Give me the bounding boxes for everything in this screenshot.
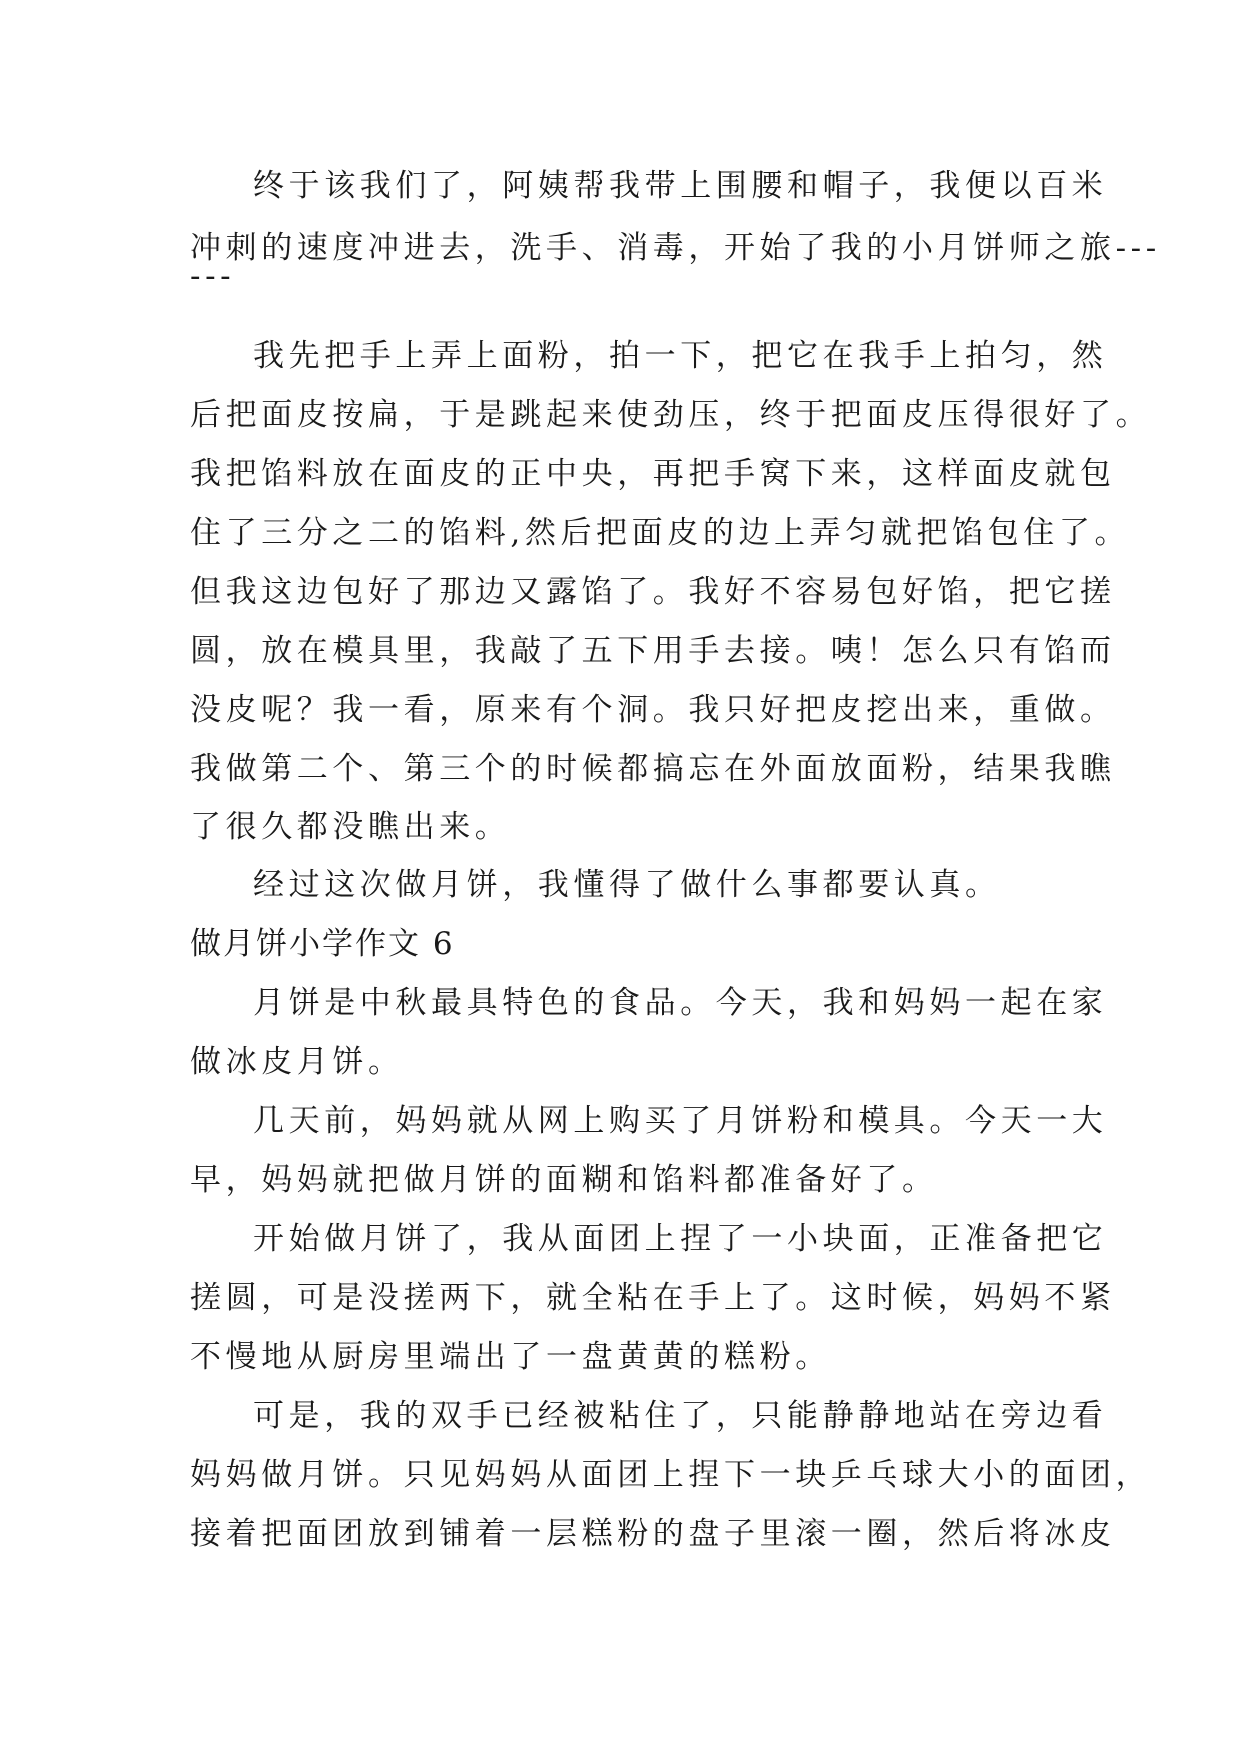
paragraph-line: 可是，我的双手已经被粘住了，只能静静地站在旁边看 bbox=[253, 1398, 1108, 1434]
paragraph-line: 开始做月饼了，我从面团上捏了一小块面，正准备把它 bbox=[253, 1221, 1108, 1257]
paragraph-line: 后把面皮按扁，于是跳起来使劲压，终于把面皮压得很好了。 bbox=[190, 397, 1152, 433]
paragraph-line: 早，妈妈就把做月饼的面糊和馅料都准备好了。 bbox=[190, 1162, 938, 1198]
paragraph-line: 终于该我们了，阿姨帮我带上围腰和帽子，我便以百米 bbox=[253, 168, 1108, 204]
paragraph-line: 接着把面团放到铺着一层糕粉的盘子里滚一圈，然后将冰皮 bbox=[190, 1516, 1116, 1552]
paragraph-line: 几天前，妈妈就从网上购买了月饼粉和模具。今天一大 bbox=[253, 1103, 1108, 1139]
section-heading: 做月饼小学作文 6 bbox=[190, 926, 455, 962]
paragraph-line: 了很久都没瞧出来。 bbox=[190, 809, 511, 845]
paragraph-line: 圆，放在模具里，我敲了五下用手去接。咦！怎么只有馅而 bbox=[190, 633, 1116, 669]
paragraph-line: 妈妈做月饼。只见妈妈从面团上捏下一块乒乓球大小的面团， bbox=[190, 1457, 1152, 1493]
paragraph-line: 做冰皮月饼。 bbox=[190, 1044, 404, 1080]
paragraph-line: 我先把手上弄上面粉，拍一下，把它在我手上拍匀，然 bbox=[253, 338, 1108, 374]
paragraph-line: 我做第二个、第三个的时候都搞忘在外面放面粉，结果我瞧 bbox=[190, 751, 1116, 787]
paragraph-line: --- bbox=[190, 258, 236, 294]
paragraph-line: 经过这次做月饼，我懂得了做什么事都要认真。 bbox=[253, 867, 1001, 903]
paragraph-line: 冲刺的速度冲进去，洗手、消毒，开始了我的小月饼师之旅--- bbox=[190, 230, 1161, 266]
paragraph-line: 搓圆，可是没搓两下，就全粘在手上了。这时候，妈妈不紧 bbox=[190, 1280, 1116, 1316]
paragraph-line: 月饼是中秋最具特色的食品。今天，我和妈妈一起在家 bbox=[253, 985, 1108, 1021]
paragraph-line: 没皮呢？我一看，原来有个洞。我只好把皮挖出来，重做。 bbox=[190, 692, 1116, 728]
paragraph-line: 我把馅料放在面皮的正中央，再把手窝下来，这样面皮就包 bbox=[190, 456, 1116, 492]
paragraph-line: 但我这边包好了那边又露馅了。我好不容易包好馅，把它搓 bbox=[190, 574, 1116, 610]
paragraph-line: 不慢地从厨房里端出了一盘黄黄的糕粉。 bbox=[190, 1339, 831, 1375]
paragraph-line: 住了三分之二的馅料,然后把面皮的边上弄匀就把馅包住了。 bbox=[190, 515, 1131, 551]
